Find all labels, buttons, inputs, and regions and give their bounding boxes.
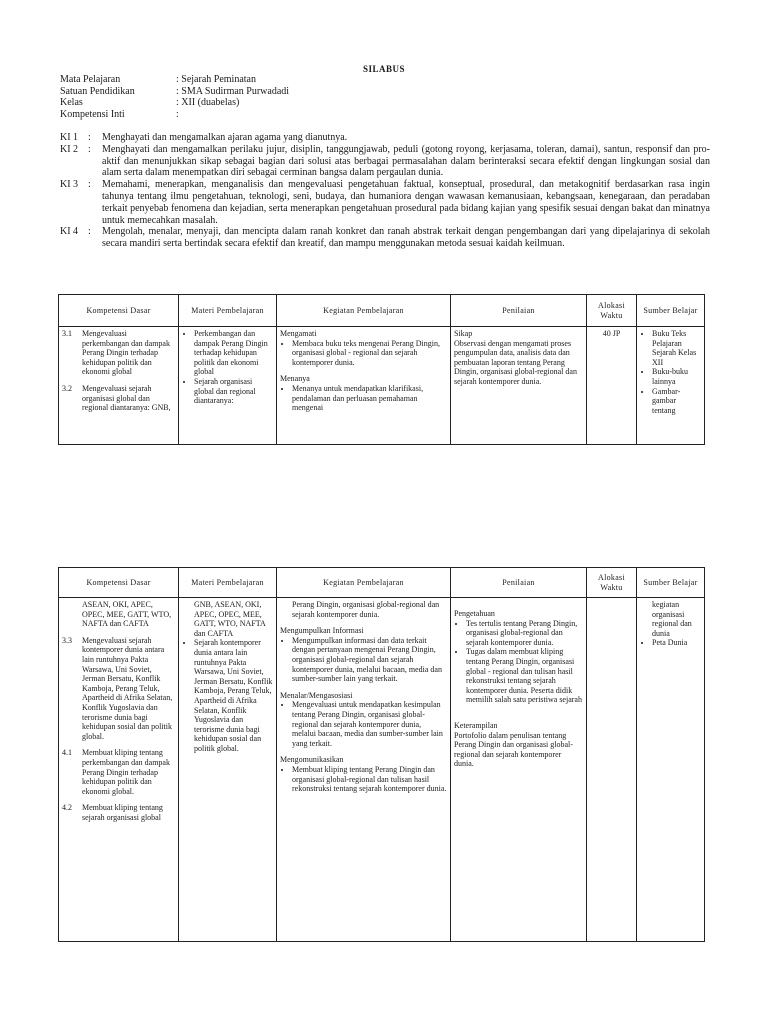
header-kompetensi-dasar: Kompetensi Dasar xyxy=(59,295,179,327)
kd-cell xyxy=(59,598,179,942)
ki-code: KI 3 xyxy=(60,179,79,191)
kegiatan-item: • Mengumpulkan informasi dan data terkait dengan pertanyaan mengenai Perang Dingin, organisasi global-regional dan sejarah kontemporer dunia, melalui bacaan, media dan sumber-sumber lain yang terkait. xyxy=(292,636,447,684)
kegiatan-cell xyxy=(277,598,451,942)
alokasi-cell xyxy=(587,598,637,942)
penilaian-keterampilan: Keterampilan Portofolio dalam penulisan tentang Perang Dingin dan organisasi global-regional dan sejarah kontemporer dunia. xyxy=(454,720,573,769)
ki-code: KI 4 xyxy=(60,226,79,238)
syllabus-table-page-2 xyxy=(58,567,705,942)
kegiatan-list xyxy=(280,384,447,413)
penilaian-cell: Sikap Observasi dengan mengamati proses pengumpulan data, analisis data dan pembuatan laporan tentang Perang Dingin, organisasi global-regional dan sejarah kontemporer dunia. xyxy=(451,327,587,445)
kd-text: Membuat kliping tentang sejarah organisasi global xyxy=(82,803,163,822)
ki-row xyxy=(60,144,710,179)
materi-item: • Sejarah organisasi global dan regional diantaranya: xyxy=(194,377,273,406)
sumber-cell xyxy=(637,598,705,942)
kegiatan-heading: Mengamati xyxy=(280,329,317,338)
kegiatan-continuation: Perang Dingin, organisasi global-regional dan sejarah kontemporer dunia. xyxy=(292,600,440,619)
meta-value: : SMA Sudirman Purwadadi xyxy=(176,85,290,97)
materi-item: • Perkembangan dan dampak Perang Dingin terhadap kehidupan politik dan ekonomi global xyxy=(194,329,273,377)
kd-number: 3.1 xyxy=(62,329,72,338)
kd-item xyxy=(62,329,175,377)
sumber-item: • Peta Dunia xyxy=(652,638,701,648)
ki-row xyxy=(60,226,710,250)
ki-sep: : xyxy=(88,179,91,191)
kegiatan-section xyxy=(280,626,447,684)
document-title: SILABUS xyxy=(362,64,406,74)
sumber-item: • Buku Teks Pelajaran Sejarah Kelas XII xyxy=(652,329,701,367)
kegiatan-section xyxy=(280,691,447,749)
kd-number: 3.2 xyxy=(62,383,72,393)
materi-cell xyxy=(179,598,277,942)
kegiatan-section xyxy=(280,755,447,793)
sumber-cell xyxy=(637,327,705,445)
ki-sep: : xyxy=(88,226,91,238)
ki-row xyxy=(60,179,710,226)
penilaian-item: • Tugas dalam membuat kliping tentang Perang Dingin, organisasi global - regional dan tulisan hasil rekonstruksi tentang sejarah kontemporer dunia. Peserta didik memilih salah satu peristiwa sejarah xyxy=(466,647,583,705)
ki-sep: : xyxy=(88,143,91,155)
kd-continuation: ASEAN, OKI, APEC, OPEC, MEE, GATT, WTO, NAFTA dan CAFTA xyxy=(82,600,172,629)
kd-number: 4.2 xyxy=(62,803,72,813)
kegiatan-section xyxy=(280,374,447,412)
header-kompetensi-dasar: Kompetensi Dasar xyxy=(59,568,179,598)
kegiatan-item: • Membuat kliping tentang Perang Dingin dan organisasi global-regional dan tulisan hasil rekonstruksi tentang sejarah kontemporer dunia. xyxy=(292,765,447,794)
kegiatan-list xyxy=(280,700,447,748)
kd-text: Mengevaluasi perkembangan dan dampak Perang Dingin terhadap kehidupan politik dan ekonomi global xyxy=(82,329,170,377)
kegiatan-item: • Membaca buku teks mengenai Perang Dingin, organisasi global - regional dan sejarah kontemporer dunia. xyxy=(292,339,447,368)
penilaian-pengetahuan-heading: Pengetahuan xyxy=(454,609,495,618)
kd-number: 3.3 xyxy=(62,635,72,645)
kd-item xyxy=(62,384,175,413)
materi-item: • Sejarah kontemporer dunia antara lain runtuhnya Pakta Warsawa, Uni Soviet, Jerman Bersatu, Konflik Kamboja, Perang Teluk, Apartheid di Afrika Selatan, Konflik Yugoslavia dan terorisme dunia bagi kehidupan sosial dan politik global. xyxy=(194,638,273,753)
kegiatan-heading: Menanya xyxy=(280,374,310,384)
meta-row xyxy=(60,109,289,121)
kd-number: 4.1 xyxy=(62,748,72,758)
ki-code: KI 1 xyxy=(60,132,79,143)
kegiatan-cell xyxy=(277,327,451,445)
ki-text: Menghayati dan mengamalkan perilaku jujur, disiplin, tanggungjawab, peduli (gotong royong, kerjasama, toleran, damai), santun, responsif dan pro-aktif dan menunjukkan sikap sebagai bagian dari solusi atas berbagai permasalahan dalam berinteraksi secara efektif dengan lingkungan sosial dan alam serta dalam menempatkan diri sebagai cerminan bangsa dalam pergaulan dunia. xyxy=(102,143,710,179)
penilaian-item: • Tes tertulis tentang Perang Dingin, organisasi global-regional dan sejarah kontemporer dunia. xyxy=(466,619,583,648)
kd-text: Mengevaluasi sejarah kontemporer dunia antara lain runtuhnya Pakta Warsawa, Uni Soviet, Jerman Bersatu, Konflik Kamboja, Perang Teluk, Apartheid di Afrika Selatan, Konflik Yugoslavia dan terorisme dunia bagi kehidupan sosial dan politik global. xyxy=(82,635,173,741)
meta-row xyxy=(60,97,289,109)
kegiatan-heading: Menalar/Mengasosiasi xyxy=(280,690,353,700)
ki-row xyxy=(60,132,710,144)
kd-text: Membuat kliping tentang perkembangan dan dampak Perang Dingin terhadap kehidupan politik dan ekonomi global. xyxy=(82,748,170,796)
syllabus-table-page-1 xyxy=(58,294,705,445)
meta-row xyxy=(60,86,289,98)
kegiatan-item: • Mengevaluasi untuk mendapatkan kesimpulan tentang Perang Dingin, organisasi global-regional dan sejarah kontemporer dunia, melalui bacaan, media dan sumber-sumber lain yang terkait. xyxy=(292,700,447,748)
header-kegiatan: Kegiatan Pembelajaran xyxy=(277,295,451,327)
kegiatan-list xyxy=(280,765,447,794)
ki-text: Mengolah, menalar, menyaji, dan mencipta dalam ranah konkret dan ranah abstrak terkait dengan pengembangan dari yang dipelajarinya di sekolah secara mandiri serta bertindak secara efektif dan kreatif, dan mampu menggunakan metoda sesuai kaidah keilmuan. xyxy=(102,226,710,250)
meta-label: Kelas xyxy=(60,97,83,108)
core-competencies xyxy=(60,132,710,250)
alokasi-cell: 40 JP xyxy=(587,327,637,445)
header-penilaian: Penilaian xyxy=(451,568,587,598)
ki-code: KI 2 xyxy=(60,143,79,155)
meta-value: : xyxy=(176,108,179,120)
sumber-continuation: kegiatan organisasi regional dan dunia xyxy=(652,600,692,638)
kegiatan-list xyxy=(280,339,447,368)
header-sumber: Sumber Belajar xyxy=(637,295,705,327)
header-materi: Materi Pembelajaran xyxy=(179,568,277,598)
penilaian-cell xyxy=(451,598,587,942)
ki-text: Menghayati dan mengamalkan ajaran agama yang dianutnya. xyxy=(102,132,348,143)
header-materi: Materi Pembelajaran xyxy=(179,295,277,327)
header-alokasi: Alokasi Waktu xyxy=(587,568,637,598)
header-alokasi: Alokasi Waktu xyxy=(587,295,637,327)
kegiatan-heading: Mengumpulkan Informasi xyxy=(280,626,364,636)
kd-text: Mengevaluasi sejarah organisasi global dan regional diantaranya: GNB, xyxy=(82,383,171,413)
meta-value: : XII (duabelas) xyxy=(176,97,240,108)
meta-value: : Sejarah Peminatan xyxy=(176,74,256,85)
ki-sep: : xyxy=(88,132,91,143)
sumber-item: • Gambar-gambar tentang xyxy=(652,387,701,416)
sumber-item: • Buku-buku lainnya xyxy=(652,367,701,386)
meta-label: Satuan Pendidikan xyxy=(60,85,135,97)
header-kegiatan: Kegiatan Pembelajaran xyxy=(277,568,451,598)
kegiatan-heading: Mengomunikasikan xyxy=(280,755,344,765)
meta-label: Mata Pelajaran xyxy=(60,74,121,85)
header-sumber: Sumber Belajar xyxy=(637,568,705,598)
kegiatan-item: • Menanya untuk mendapatkan klarifikasi, pendalaman dan perluasan pemahaman mengenai xyxy=(292,384,447,413)
header-penilaian: Penilaian xyxy=(451,295,587,327)
course-meta xyxy=(60,74,289,120)
meta-label: Kompetensi Inti xyxy=(60,108,125,120)
materi-continuation: GNB, ASEAN, OKI, APEC, OPEC, MEE, GATT, WTO, NAFTA dan CAFTA xyxy=(194,600,266,638)
kd-item xyxy=(62,803,175,822)
kd-item xyxy=(62,636,175,742)
kegiatan-list xyxy=(280,636,447,684)
kegiatan-section xyxy=(280,329,447,367)
ki-text: Memahami, menerapkan, menganalisis dan mengevaluasi pengetahuan faktual, konseptual, prosedural, dan metakognitif berdasarkan rasa ingin tahunya tentang ilmu pengetahuan, teknologi, seni, budaya, dan humaniora dengan wawasan kemanusiaan, kebangsaan, kenegaraan, dan peradaban terkait penyebab fenomena dan kejadian, serta menerapkan pengetahuan prosedural pada bidang kajian yang spesifik sesuai dengan bakat dan minatnya untuk memecahkan masalah. xyxy=(102,179,710,226)
materi-cell xyxy=(179,327,277,445)
kd-item xyxy=(62,748,175,796)
kd-cell xyxy=(59,327,179,445)
meta-row xyxy=(60,74,289,86)
